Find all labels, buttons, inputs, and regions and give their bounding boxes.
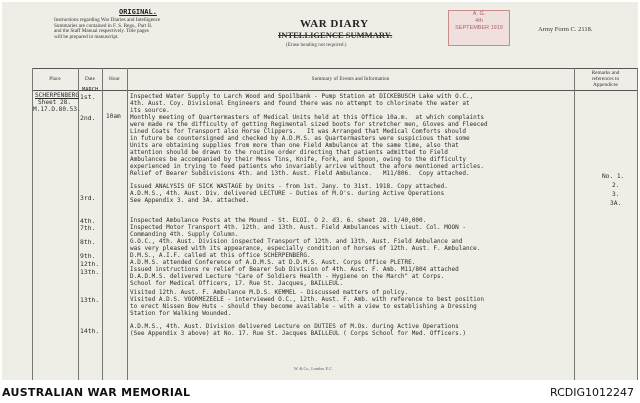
entry-date: 8th. [80, 238, 96, 246]
table-top-rule [32, 68, 638, 69]
received-stamp [448, 10, 510, 46]
army-form-number: Army Form C. 2118. [538, 26, 593, 33]
instructions-line: Summaries are contained in F. S. Regs., Part II. [54, 22, 153, 29]
stamp-line: SEPTEMBER 1919 [455, 25, 503, 31]
entry-line: D.M.S., A.I.F. called at this office SCHERPENBERG. [130, 252, 311, 259]
entry-line: attention should be drawn to the routine order directing that patients admitted to Field [130, 149, 448, 156]
entry-line: A.D.M.S., 4th. Aust. Div. delivered LECTURE - Duties of M.O's. during Active Operations [130, 190, 445, 197]
month-label: MARCH. [82, 87, 102, 93]
remarks-header-line: Remarks and [591, 70, 620, 76]
entry-date: 9th. [80, 252, 96, 260]
appendix-ref: No. 1. [602, 173, 625, 180]
entry-line: A.D.M.S. attended Conference of A.D.M.S. at D.D.M.S. Aust. Corps Office PLETRE. [130, 259, 416, 266]
col-header-place: Place [49, 76, 61, 82]
entry-line: was very pleased with its appearance, especially condition of horses of 12th. Aust. F. Ambulance. [130, 245, 481, 252]
entry-date: 4th. [80, 217, 96, 225]
stamp-line: 4th [475, 18, 483, 24]
entry-date: 1st. [80, 93, 96, 101]
entry-line: its source. [130, 107, 170, 114]
entry-date: 13th. [80, 268, 100, 276]
page-title: WAR DIARY [300, 18, 369, 30]
instructions-note [54, 18, 182, 41]
column-divider [637, 68, 638, 380]
entry-line: Issued instructions re relief of Bearer Sub Division of 4th. Aust. F. Amb. M11/804 attached [130, 266, 459, 273]
entry-line: Station for Walking Wounded. [130, 310, 232, 317]
page-subtitle: INTELLIGENCE SUMMARY. [278, 30, 393, 40]
entry-line: Ambulances be accompanied by their Mess Tins, Knife, Fork, and Spoon, owing to the difficulty [130, 156, 466, 163]
entry-date: 2nd. [80, 114, 96, 122]
entry-line: were made re the difficulty of getting Regimental sized boots for stretcher men, Gloves and Fleeced [130, 121, 488, 128]
remarks-header-line: references to [591, 76, 620, 82]
entry-line: G.O.C., 4th. Aust. Division inspected Transport of 12th. and 13th. Aust. Field Ambulance and [130, 238, 463, 245]
place-grid-ref: M.17.D.80.53. [33, 106, 81, 113]
appendix-ref: 3. [612, 191, 620, 198]
original-label: ORIGINAL. [119, 8, 157, 16]
remarks-header-line: Appendices [592, 82, 618, 88]
col-header-date: Date [85, 76, 95, 82]
entry-date: 7th. [80, 224, 96, 232]
entry-line: See Appendix 3. and 3A. attached. [130, 197, 250, 204]
entry-line: A.D.M.S., 4th. Aust. Division delivered Lecture on DUTIES of M.Os. during Active Operations [130, 323, 459, 330]
entry-line: experienced in trying to feed patients who invariably arrive without the afore mentioned articles. [130, 163, 485, 170]
footer-institution: AUSTRALIAN WAR MEMORIAL [2, 386, 191, 399]
column-divider [78, 68, 79, 380]
entry-line: to erect Nissen Bow Huts - should they become available - with a view to establishing a Dressing [130, 303, 477, 310]
entry-line: Relief of Bearer Subdivisions 4th. and 13th. Aust. Field Ambulance. M11/806. Copy attached. [130, 170, 470, 177]
entry-line: Visited 12th. Aust. F. Ambulance M.D.S. KEMMEL - Discussed matters of policy. [130, 289, 409, 296]
entry-line: Issued ANALYSIS OF SICK WASTAGE by Units - from 1st. Jany. to 31st. 1918. Copy attached. [130, 183, 448, 190]
appendix-ref: 3A. [610, 200, 622, 207]
printer-imprint: W. & Co., London. E.C. [294, 366, 333, 371]
entry-line: School for Medical Officers, 17. Rue St. Jacques, BAILLEUL. [130, 280, 344, 287]
entry-date: 13th. [80, 296, 100, 304]
entry-line: Inspected Water Supply to Larch Wood and Spoilbank - Pump Station at DICKEBUSCH Lake with O.C., [130, 93, 474, 100]
col-header-remarks [574, 70, 637, 92]
appendix-ref: 2. [612, 182, 620, 189]
stamp-line: A. G. [472, 11, 486, 17]
entry-line: (See Appendix 3 above) at No. 17. Rue St. Jacques BAILLEUL ( Corps School for Med. Officers.) [130, 330, 466, 337]
place-sheet: Sheet 28. [38, 99, 72, 106]
col-header-hour: Hour [109, 76, 120, 82]
erase-note: (Erase heading not required.) [286, 42, 347, 48]
instructions-line: Instructions regarding War Diaries and Intelligence [54, 17, 161, 23]
col-header-summary: Summary of Events and Information [311, 76, 390, 82]
column-divider [574, 68, 575, 380]
war-diary-page [2, 2, 638, 380]
entry-line: in future be countersigned and checked by A.D.M.S. as Quartermasters were suspicious that some [130, 135, 470, 142]
entry-line: D.A.D.M.S. delivered Lecture "Care of Soldiers Health - Hygiene on the March" at Corps. [130, 273, 445, 280]
entry-line: 4th. Aust. Coy. Divisional Engineers and found there was no attempt to chlorinate the water at [130, 100, 470, 107]
entry-line: Commanding 4th. Supply Column. [130, 231, 239, 238]
entry-line: Inspected Ambulance Posts at the Mound - St. ELOI. O 2. d3. 6. sheet 28. 1/40,000. [130, 217, 427, 224]
entry-line: Lined Coats for Transport also Horse Clippers. It was Arranged that Medical Comforts should [130, 128, 466, 135]
column-divider [32, 68, 33, 380]
instructions-line: and the Staff Manual respectively. Title pages [54, 28, 149, 35]
entry-line: Units are obtaining supplies from more than one Field Ambulance at the same time, also that [130, 142, 459, 149]
footer-bar [0, 380, 640, 403]
entry-line: Inspected Motor Transport 4th. 12th. and 13th. Aust. Field Ambulances with Lieut. Col. MOON - [130, 224, 466, 231]
footer-record-id: RCDIG1012247 [549, 386, 634, 399]
column-divider [102, 68, 103, 380]
entry-hour: 10am [106, 113, 121, 120]
instructions-line: will be prepared in manuscript. [54, 34, 119, 41]
entry-date: 12th. [80, 260, 100, 268]
column-divider [127, 68, 128, 380]
entry-line: Monthly meeting of Quartermasters of Medical Units held at this Office 10a.m. at which complaints [130, 114, 485, 121]
entry-line: Visited A.D.S. VOORMEZEELE - interviewed O.C., 12th. Aust. F. Amb. with reference to best position [130, 296, 485, 303]
entry-date: 3rd. [80, 194, 96, 202]
entry-date: 14th. [80, 327, 100, 335]
place-name: SCHERPENBERG [35, 92, 80, 99]
